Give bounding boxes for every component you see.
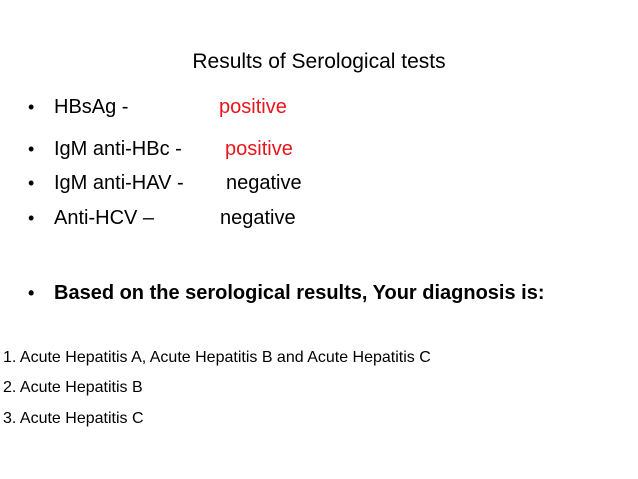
bullet-icon: • bbox=[28, 208, 35, 228]
slide-title: Results of Serological tests bbox=[192, 50, 446, 73]
test-result: positive bbox=[225, 138, 293, 160]
test-row-anti-hcv bbox=[28, 205, 428, 231]
answer-option-2: 2. Acute Hepatitis B bbox=[3, 379, 143, 396]
test-label: HBsAg - bbox=[54, 96, 129, 118]
test-result: negative bbox=[226, 172, 302, 194]
answer-option-1: 1. Acute Hepatitis A, Acute Hepatitis B and Acute Hepatitis C bbox=[3, 349, 431, 366]
test-row-igm-anti-hbc bbox=[28, 136, 428, 162]
bullet-icon: • bbox=[28, 97, 35, 117]
question-text: Based on the serological results, Your diagnosis is: bbox=[54, 282, 545, 304]
test-result: negative bbox=[220, 207, 296, 229]
test-row-hbsag bbox=[28, 94, 428, 120]
test-label: IgM anti-HAV - bbox=[54, 172, 184, 194]
test-label: IgM anti-HBc - bbox=[54, 138, 182, 160]
question-row bbox=[28, 280, 628, 306]
bullet-icon: • bbox=[28, 283, 35, 303]
bullet-icon: • bbox=[28, 139, 35, 159]
test-row-igm-anti-hav bbox=[28, 170, 428, 196]
test-result: positive bbox=[219, 96, 287, 118]
answer-option-3: 3. Acute Hepatitis C bbox=[3, 410, 144, 427]
test-label: Anti-HCV – bbox=[54, 207, 155, 229]
bullet-icon: • bbox=[28, 173, 35, 193]
